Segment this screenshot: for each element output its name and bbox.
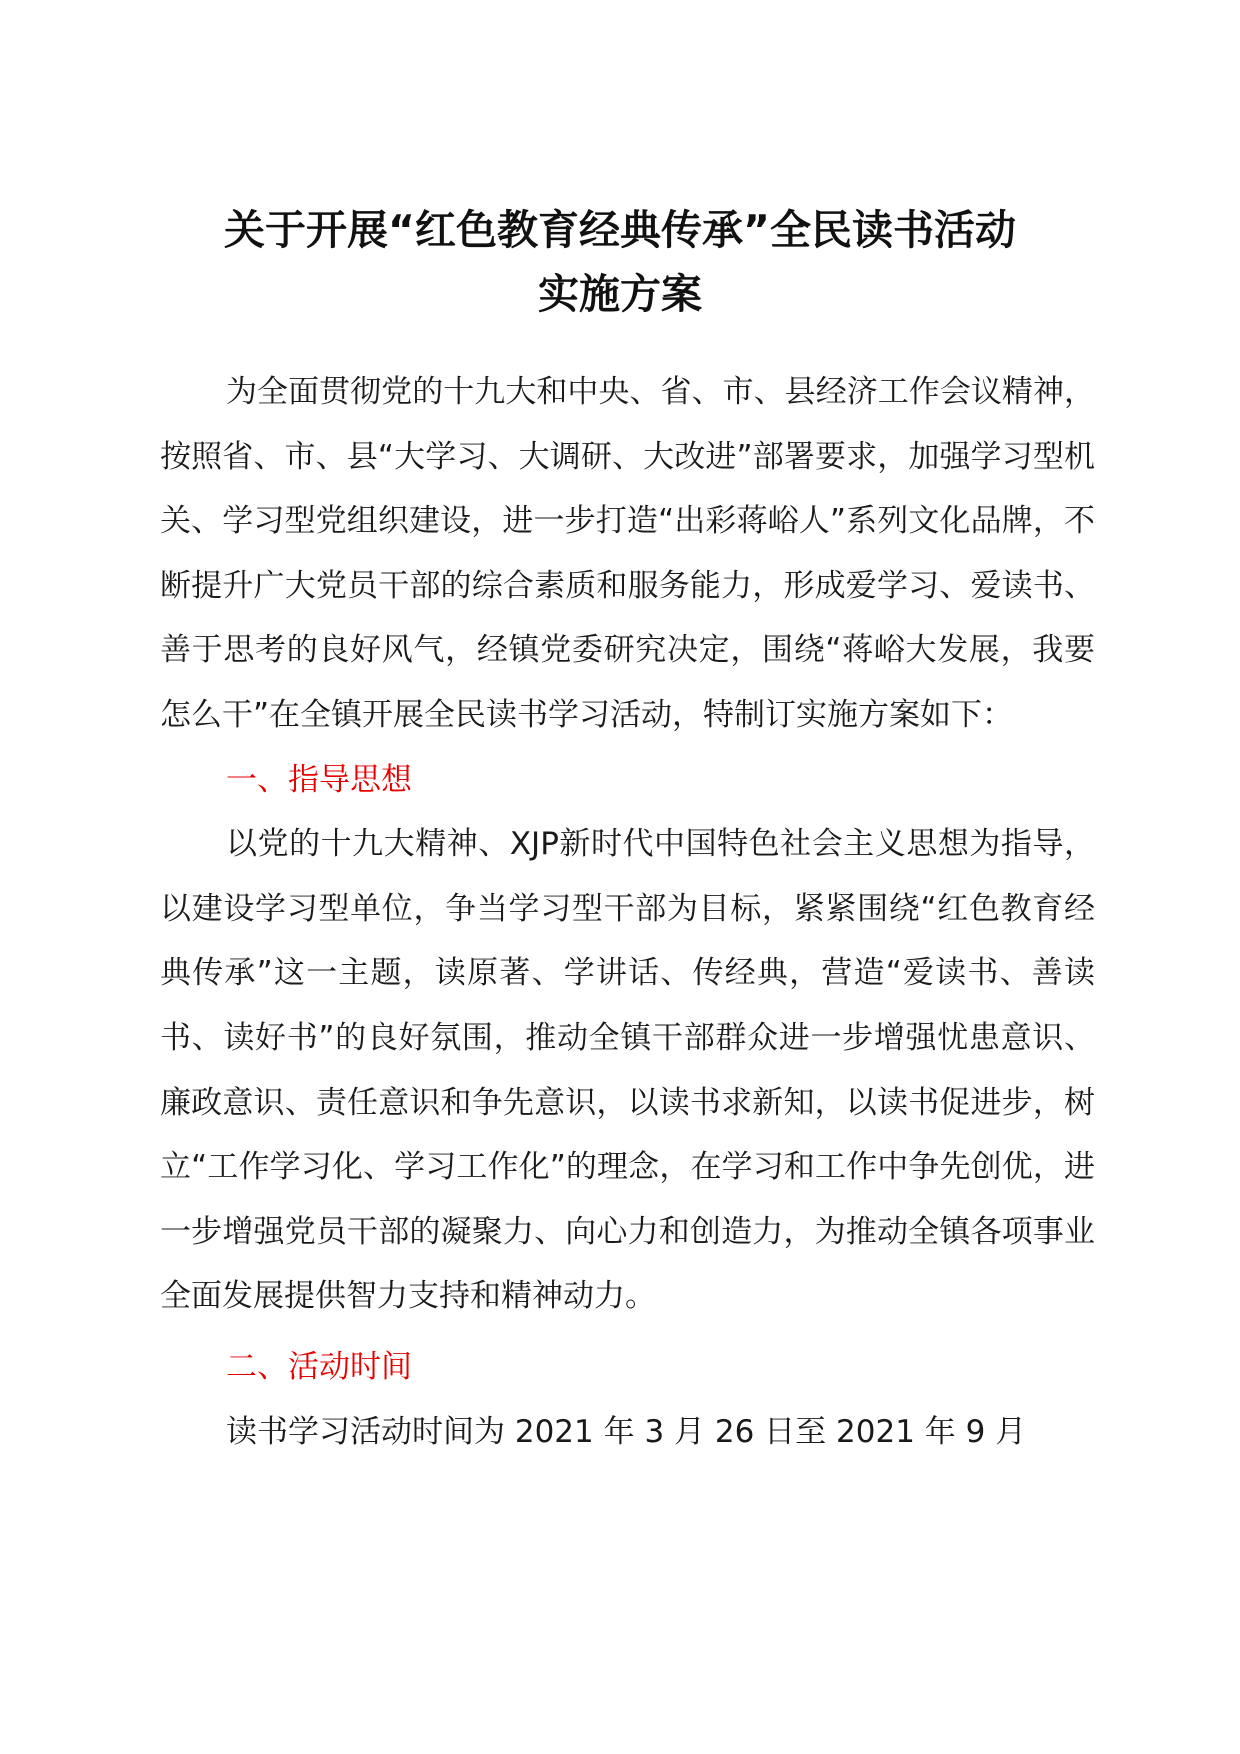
document-title-line-2: 实施方案	[538, 270, 702, 318]
section-heading-activity-time: 二、活动时间	[226, 1348, 412, 1385]
activity-time-paragraph: 读书学习活动时间为 2021 年 3 月 26 日至 2021 年 9 月	[226, 1413, 1027, 1450]
intro-paragraph: 为全面贯彻党的十九大和中央、省、市、县经济工作会议精神，按照省、市、县“大学习、大调研、大改进”部署要求，加强学习型机关、学习型党组织建设，进一步打造“出彩蒋峪人”系列文化品牌，不断提升广大党员干部的综合素质和服务能力，形成爱学习、爱读书、善于思考的良好风气，经镇党委研究决定，围绕“蒋峪大发展，我要怎么干”在全镇开展全民读书学习活动，特制订实施方案如下：	[160, 374, 1095, 733]
document-title-line-1: 关于开展“红色教育经典传承”全民读书活动	[224, 206, 1016, 254]
guiding-thought-paragraph: 以党的十九大精神、XJP新时代中国特色社会主义思想为指导，以建设学习型单位，争当学习型干部为目标，紧紧围绕“红色教育经典传承”这一主题，读原著、学讲话、传经典，营造“爱读书、善读书、读好书”的良好氛围，推动全镇干部群众进一步增强忧患意识、廉政意识、责任意识和争先意识，以读书求新知，以读书促进步，树立“工作学习化、学习工作化”的理念，在学习和工作中争先创优，进一步增强党员干部的凝聚力、向心力和创造力，为推动全镇各项事业全面发展提供智力支持和精神动力。	[160, 826, 1095, 1315]
document-body	[160, 360, 1095, 1464]
section-heading-guiding-thought: 一、指导思想	[226, 761, 412, 798]
